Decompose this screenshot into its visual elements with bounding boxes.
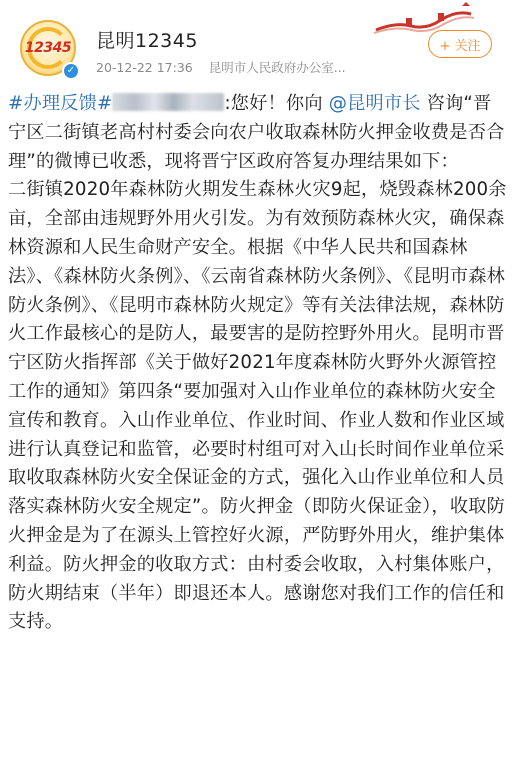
post-meta xyxy=(96,58,358,76)
post-content xyxy=(8,90,508,637)
mention-link[interactable]: @昆明市长 xyxy=(328,93,421,114)
post-header xyxy=(14,0,504,96)
post-timestamp: 20-12-22 17:36 xyxy=(96,60,193,75)
account-name[interactable]: 昆明12345 xyxy=(96,30,198,52)
verified-icon: ✓ xyxy=(62,62,80,80)
redacted-username xyxy=(112,93,224,111)
avatar-logo-text: 12345 xyxy=(24,40,72,56)
paragraph-1-text: 咨询“晋宁区二街镇老高村村委会向农户收取森林防火押金收费是否合理”的微博已收悉，现将晋宁区政府答复办理结果如下： xyxy=(8,93,505,172)
post-paragraph-2: 二街镇2020年森林防火期发生森林火灾9起，烧毁森林200余亩，全部由违规野外用火引发。为有效预防森林火灾，确保森林资源和人民生命财产安全。根据《中华人民共和国森林法》、《森林防火条例》、《云南省森林防火条例》、《昆明市森林防火条例》、《昆明市森林防火规定》等有关法律法规，森林防火工作最核心的是防人，最要害的是防控野外用火。昆明市晋宁区防火指挥部《关于做好2021年度森林防火野外火源管控工作的通知》第四条“要加强对入山作业单位的森林防火安全宣传和教育。入山作业单位、作业时间、作业人数和作业区域进行认真登记和监管，必要时村组可对入山长时间作业单位采取收取森林防火安全保证金的方式，强化入山作业单位和人员落实森林防火安全规定”。防火押金（即防火保证金），收取防火押金是为了在源头上管控好火源，严防野外用火，维护集体利益。防火押金的收取方式：由村委会收取，入村集体账户，防火期结束（半年）即退还本人。感谢您对我们工作的信任和支持。 xyxy=(8,179,507,633)
greeting-text: :您好！你向 xyxy=(224,93,323,114)
post-source: 昆明市人民政府办公室... xyxy=(208,60,346,75)
avatar[interactable] xyxy=(20,20,80,80)
hashtag-link[interactable]: #办理反馈# xyxy=(8,93,113,114)
follow-button[interactable]: + 关注 xyxy=(428,30,492,58)
post-paragraph-1 xyxy=(8,90,508,176)
